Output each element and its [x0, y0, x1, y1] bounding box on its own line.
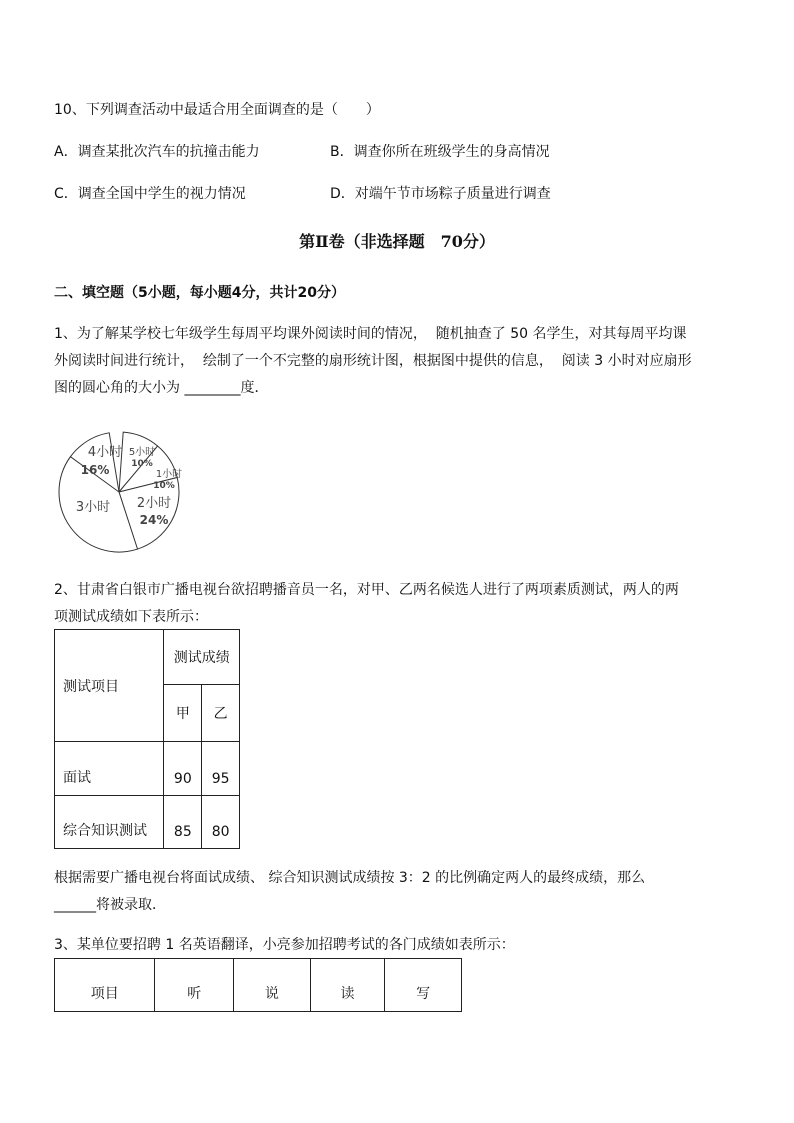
table-cell-a: 90 [164, 742, 202, 796]
section-title: 二、填空题（5小题，每小题4分，共计20分） [54, 285, 345, 301]
pie-slice-percent: 24% [139, 513, 169, 527]
q10-option-b: B．调查你所在班级学生的身高情况 [330, 144, 550, 160]
q10-option-c: C．调查全国中学生的视力情况 [54, 186, 246, 202]
table-header-item: 测试项目 [55, 630, 164, 742]
q2-after-line-1: 根据需要广播电视台将面试成绩、 综合知识测试成绩按 3：2 的比例确定两人的最终成绩，那么 [54, 870, 646, 886]
q2-score-table [54, 629, 240, 849]
table-cell-a: 85 [164, 796, 202, 849]
table-header-col-a: 甲 [164, 685, 202, 742]
table-row-name: 综合知识测试 [55, 796, 164, 849]
pie-slice-label: 5小时 [128, 447, 156, 458]
pie-slice-label: 1小时 [155, 469, 183, 480]
pie-slice-label: 4小时 [87, 445, 123, 460]
q3-score-table [54, 958, 462, 1012]
q2-line-1: 2、甘肃省白银市广播电视台欲招聘播音员一名，对甲、乙两名候选人进行了两项素质测试，两人的两 [54, 582, 679, 598]
part2-title: 第Ⅱ卷（非选择题 70分） [299, 232, 495, 251]
q10-stem: 10、下列调查活动中最适合用全面调查的是（ ） [54, 102, 380, 118]
q3-header-write: 写 [385, 959, 462, 1012]
pie-chart [56, 430, 186, 555]
q2-after-line-2: ______将被录取． [54, 897, 166, 913]
table-cell-b: 80 [202, 796, 240, 849]
pie-slice-percent: 16% [80, 463, 110, 477]
pie-slice-label: 2小时 [136, 496, 172, 511]
q1-line-1: 1、为了解某学校七年级学生每周平均课外阅读时间的情况， 随机抽查了 50 名学生，对其每周平均课 [54, 326, 687, 342]
q3-header-read: 读 [310, 959, 385, 1012]
q3-header-speak: 说 [234, 959, 311, 1012]
table-header-group: 测试成绩 [164, 630, 240, 685]
pie-slice-label: 3小时 [75, 500, 111, 515]
table-row-name: 面试 [55, 742, 164, 796]
q1-line-2: 外阅读时间进行统计， 绘制了一个不完整的扇形统计图，根据图中提供的信息， 阅读 3 小时对应扇形 [54, 353, 692, 369]
q1-line-3: 图的圆心角的大小为 ________度． [54, 380, 269, 396]
q3-header-listen: 听 [155, 959, 234, 1012]
table-row [55, 796, 240, 849]
table-header-col-b: 乙 [202, 685, 240, 742]
pie-slice-percent: 10% [131, 459, 153, 469]
table-cell-b: 95 [202, 742, 240, 796]
q3-stem: 3、某单位要招聘 1 名英语翻译，小亮参加招聘考试的各门成绩如表所示： [54, 937, 515, 953]
q2-line-2: 项测试成绩如下表所示： [54, 609, 208, 625]
pie-slice-percent: 10% [153, 481, 175, 491]
q10-option-d: D．对端午节市场粽子质量进行调查 [330, 186, 551, 202]
table-row [55, 742, 240, 796]
q10-option-a: A．调查某批次汽车的抗撞击能力 [54, 144, 260, 160]
q3-header-item: 项目 [55, 959, 155, 1012]
